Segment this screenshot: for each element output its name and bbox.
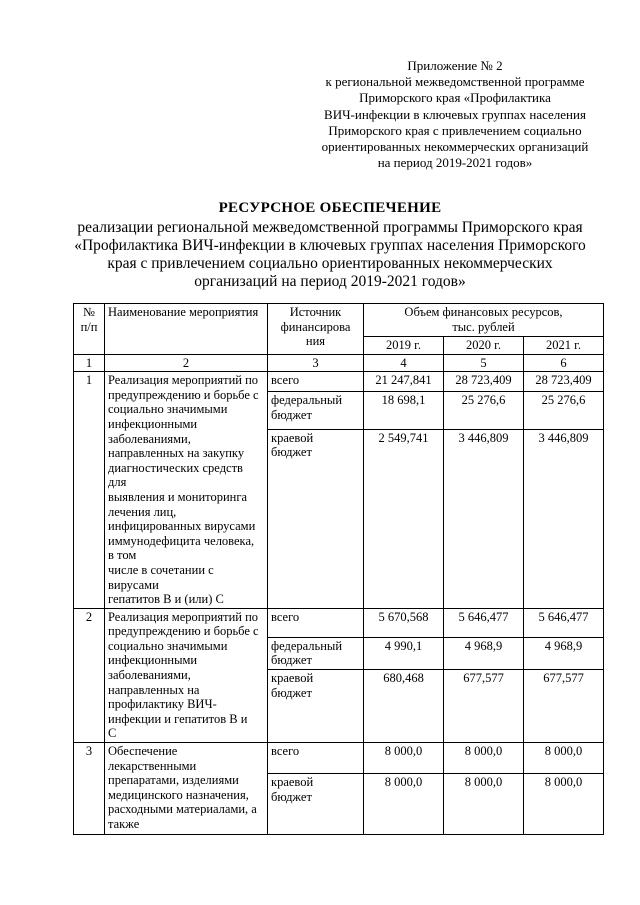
value-cell: 4 968,9 [524, 637, 604, 669]
row-name-line: лекарственными [108, 758, 197, 773]
table-row [74, 743, 604, 774]
row-name-line: препаратами, изделиями [108, 773, 239, 788]
row-name-line: лечения лиц, [108, 504, 177, 519]
column-number: 6 [524, 354, 604, 372]
row-name-line: направленных на [108, 682, 200, 697]
source-label: бюджет [271, 445, 312, 460]
source-label: бюджет [271, 653, 312, 668]
row-name-line: в том [108, 548, 137, 563]
row-name [105, 608, 268, 742]
row-name-line: профилактику ВИЧ- [108, 697, 217, 712]
row-name-line: числе в сочетании с [108, 562, 214, 577]
resource-table [73, 303, 604, 835]
column-number: 3 [268, 354, 364, 372]
value-cell: 677,577 [444, 670, 524, 743]
source-label: бюджет [271, 685, 312, 700]
row-name [105, 372, 268, 609]
table-row [74, 608, 604, 637]
subtitle-line: края с привлечением социально ориентированных некоммерческих [107, 255, 553, 272]
source-cell [268, 392, 364, 430]
subtitle-line: «Профилактика ВИЧ-инфекции в ключевых группах населения Приморского [74, 237, 586, 254]
row-name-line: также [108, 817, 140, 831]
value-cell: 25 276,6 [444, 392, 524, 430]
header-year: 2021 г. [524, 337, 604, 355]
value-cell: 5 646,477 [524, 608, 604, 637]
value-cell: 680,468 [364, 670, 444, 743]
annex-line: Приложение № 2 [407, 58, 503, 73]
value-cell: 8 000,0 [444, 774, 524, 835]
row-number: 2 [74, 608, 105, 742]
row-name-line: инфекционными [108, 653, 198, 668]
source-cell [268, 743, 364, 774]
header-year: 2019 г. [364, 337, 444, 355]
document-title: РЕСУРСНОЕ ОБЕСПЕЧЕНИЕ [218, 200, 442, 216]
value-cell: 3 446,809 [524, 429, 604, 608]
source-cell [268, 774, 364, 835]
header-source-line: финансирова [280, 319, 351, 334]
row-name-line: Реализация мероприятий по [108, 373, 259, 388]
value-cell: 21 247,841 [364, 372, 444, 392]
value-cell: 18 698,1 [364, 392, 444, 430]
annex-line: ВИЧ-инфекции в ключевых группах населения [324, 106, 586, 122]
header-volume-line: Объем финансовых ресурсов, [404, 305, 563, 319]
row-name-line: вирусами [108, 577, 159, 592]
row-name-line: выявления и мониторинга [108, 489, 248, 504]
header-volume-line: тыс. рублей [452, 319, 515, 334]
annex-header [300, 58, 610, 171]
annex-line: к региональной межведомственной программе [325, 74, 585, 90]
value-cell: 5 646,477 [444, 608, 524, 637]
row-name-line: расходными материалами, а [108, 802, 257, 817]
table-header-row [74, 304, 604, 337]
column-number: 1 [74, 354, 105, 372]
header-num [74, 304, 105, 355]
value-cell: 2 549,741 [364, 429, 444, 608]
row-name-line: Реализация мероприятий по [108, 609, 259, 624]
subtitle-line: организаций на период 2019-2021 годов» [194, 273, 466, 290]
source-cell [268, 372, 364, 392]
row-name-line: заболеваниями, [108, 668, 191, 683]
value-cell: 4 968,9 [444, 637, 524, 669]
annex-line: ориентированных некоммерческих организаций [321, 139, 589, 155]
source-cell [268, 429, 364, 608]
row-name [105, 743, 268, 835]
row-name-line: социально значимыми [108, 638, 228, 653]
value-cell: 677,577 [524, 670, 604, 743]
annex-line: на период 2019-2021 годов» [377, 155, 533, 171]
value-cell: 8 000,0 [364, 743, 444, 774]
source-label: федеральный [271, 393, 343, 408]
row-name-line: иммунодефицита человека, [108, 533, 255, 548]
source-label: бюджет [271, 407, 312, 422]
value-cell: 8 000,0 [364, 774, 444, 835]
value-cell: 8 000,0 [524, 743, 604, 774]
source-label: краевой [271, 671, 314, 686]
row-name-line: инфицированных вирусами [108, 519, 256, 534]
header-source-line: Источник [289, 305, 342, 319]
header-name: Наименование мероприятия [105, 304, 268, 355]
document-subtitle [60, 219, 600, 291]
header-source [268, 304, 364, 355]
value-cell: 28 723,409 [444, 372, 524, 392]
row-name-line: медицинского назначения, [108, 787, 249, 802]
source-cell [268, 637, 364, 669]
row-name-line: для [108, 475, 127, 490]
source-label: краевой [271, 775, 314, 790]
source-cell [268, 608, 364, 637]
table-column-numbers-row [74, 354, 604, 372]
column-number: 5 [444, 354, 524, 372]
value-cell: 25 276,6 [524, 392, 604, 430]
table-row [74, 372, 604, 392]
row-name-line: предупреждению и борьбе с [108, 387, 259, 402]
value-cell: 28 723,409 [524, 372, 604, 392]
annex-line: Приморского края с привлечением социально [328, 122, 582, 138]
annex-line: Приморского края «Профилактика [359, 90, 551, 106]
row-number: 3 [74, 743, 105, 835]
row-name-line: гепатитов В и (или) С [108, 592, 224, 607]
row-name-line: Обеспечение [108, 744, 178, 759]
header-year: 2020 г. [444, 337, 524, 355]
row-name-line: социально значимыми [108, 402, 228, 417]
header-volume [364, 304, 604, 337]
source-label: всего [271, 373, 300, 388]
row-name-line: инфекции и гепатитов В и [108, 711, 248, 726]
value-cell: 5 670,568 [364, 608, 444, 637]
row-name-line: заболеваниями, [108, 431, 191, 446]
row-number: 1 [74, 372, 105, 609]
value-cell: 8 000,0 [444, 743, 524, 774]
source-label: бюджет [271, 789, 312, 804]
row-name-line: предупреждению и борьбе с [108, 624, 259, 639]
value-cell: 3 446,809 [444, 429, 524, 608]
row-name-line: направленных на закупку [108, 446, 245, 461]
source-label: всего [271, 609, 300, 624]
row-name-line: С [108, 726, 117, 741]
source-label: федеральный [271, 638, 343, 653]
source-cell [268, 670, 364, 743]
subtitle-line: реализации региональной межведомственной программы Приморского края [77, 219, 583, 236]
column-number: 2 [105, 354, 268, 372]
row-name-line: инфекционными [108, 416, 198, 431]
header-source-line: ния [305, 334, 326, 349]
source-label: краевой [271, 430, 314, 445]
value-cell: 4 990,1 [364, 637, 444, 669]
header-num-line: п/п [80, 319, 98, 334]
source-label: всего [271, 744, 300, 759]
header-num-line: № [83, 305, 95, 319]
row-name-line: диагностических средств [108, 460, 243, 475]
column-number: 4 [364, 354, 444, 372]
value-cell: 8 000,0 [524, 774, 604, 835]
